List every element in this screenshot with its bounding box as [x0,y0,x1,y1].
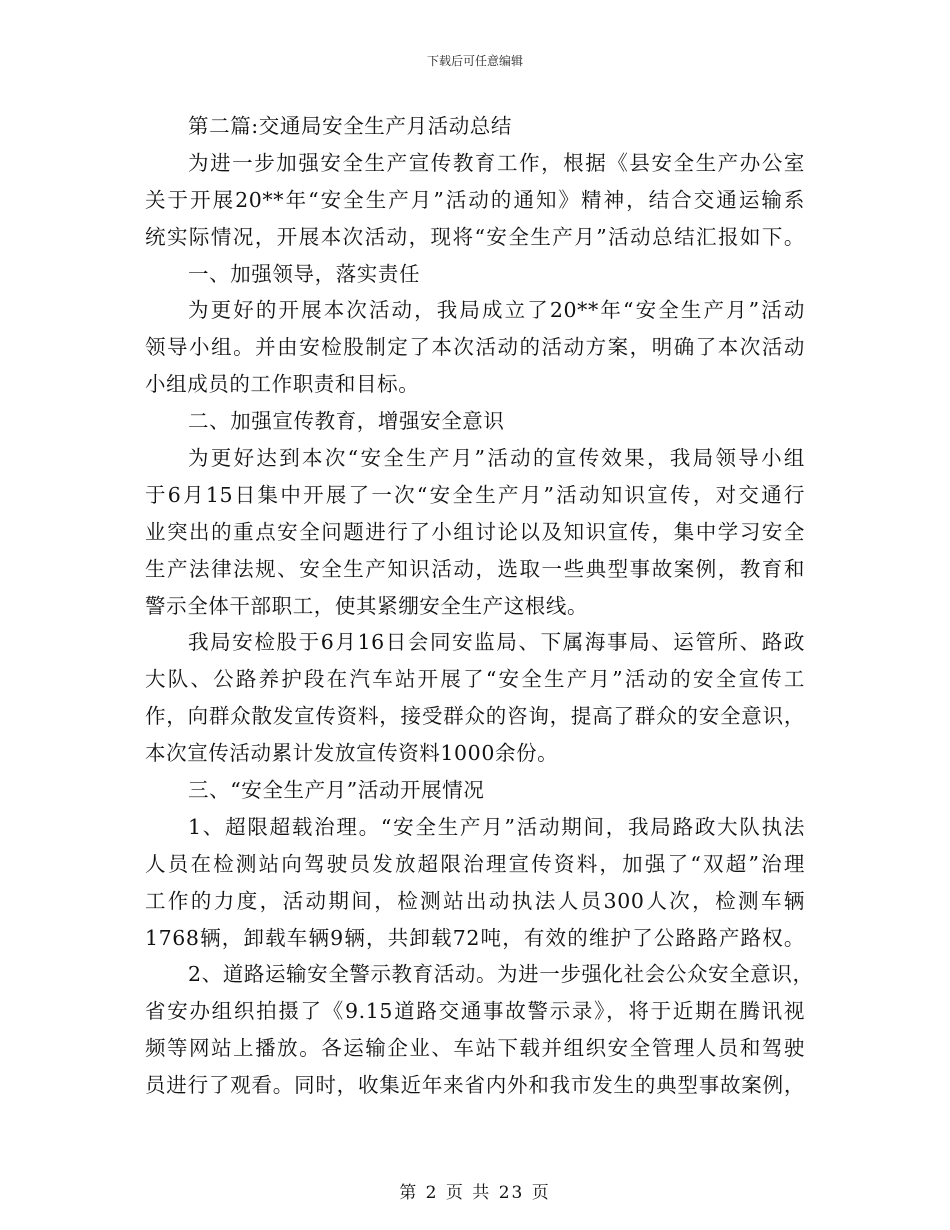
text-line: 三、“安全生产月”活动开展情况 [188,778,485,803]
page-header: 下载后可任意编辑 [426,54,523,68]
page-footer: 第 2 页 共 23 页 [399,1183,551,1203]
text-line: 2、道路运输安全警示教育活动。为进一步强化社会公众安全意识， [188,962,814,987]
text-line: 大队、公路养护段在汽车站开展了“安全生产月”活动的安全宣传工 [145,667,805,692]
text-line: 作，向群众散发宣传资料，接受群众的咨询，提高了群众的安全意识， [145,704,805,729]
text-line: 我局安检股于6月16日会同安监局、下属海事局、运管所、路政 [188,630,805,655]
text-line: 第二篇:交通局安全生产月活动总结 [188,114,513,138]
text-line: 领导小组。并由安检股制定了本次活动的活动方案，明确了本次活动 [145,335,805,360]
text-line: 生产法律法规、安全生产知识活动，选取一些典型事故案例，教育和 [145,556,805,581]
document-body [145,108,814,1104]
text-line: 人员在检测站向驾驶员发放超限治理宣传资料，加强了“双超”治理 [145,851,805,876]
text-line: 本次宣传活动累计发放宣传资料1000余份。 [145,741,559,766]
text-line: 工作的力度，活动期间，检测站出动执法人员300人次，检测车辆 [145,888,805,913]
text-line: 小组成员的工作职责和目标。 [145,372,420,397]
text-line: 为进一步加强安全生产宣传教育工作，根据《县安全生产办公室 [188,150,805,175]
text-line: 频等网站上播放。各运输企业、车站下载并组织安全管理人员和驾驶 [145,1036,805,1061]
text-line: 为更好达到本次“安全生产月”活动的宣传效果，我局领导小组 [188,446,805,471]
text-line: 于6月15日集中开展了一次“安全生产月”活动知识宣传，对交通行 [145,482,805,507]
text-line: 员进行了观看。同时，收集近年来省内外和我市发生的典型事故案例， [145,1073,805,1098]
text-line: 一、加强领导，落实责任 [188,261,421,286]
text-line: 省安办组织拍摄了《9.15道路交通事故警示录》，将于近期在腾讯视 [145,999,805,1024]
text-line: 业突出的重点安全问题进行了小组讨论以及知识宣传，集中学习安全 [145,519,805,544]
text-line: 警示全体干部职工，使其紧绷安全生产这根线。 [145,593,589,618]
text-line: 关于开展20**年“安全生产月”活动的通知》精神，结合交通运输系 [145,187,805,212]
text-line: 为更好的开展本次活动，我局成立了20**年“安全生产月”活动 [188,298,805,323]
text-line: 1、超限超载治理。“安全生产月”活动期间，我局路政大队执法 [188,814,805,839]
text-line: 统实际情况，开展本次活动，现将“安全生产月”活动总结汇报如下。 [145,224,805,249]
text-line: 二、加强宣传教育，增强安全意识 [188,409,505,434]
text-line: 1768辆，卸载车辆9辆，共卸载72吨，有效的维护了公路路产路权。 [145,925,805,950]
